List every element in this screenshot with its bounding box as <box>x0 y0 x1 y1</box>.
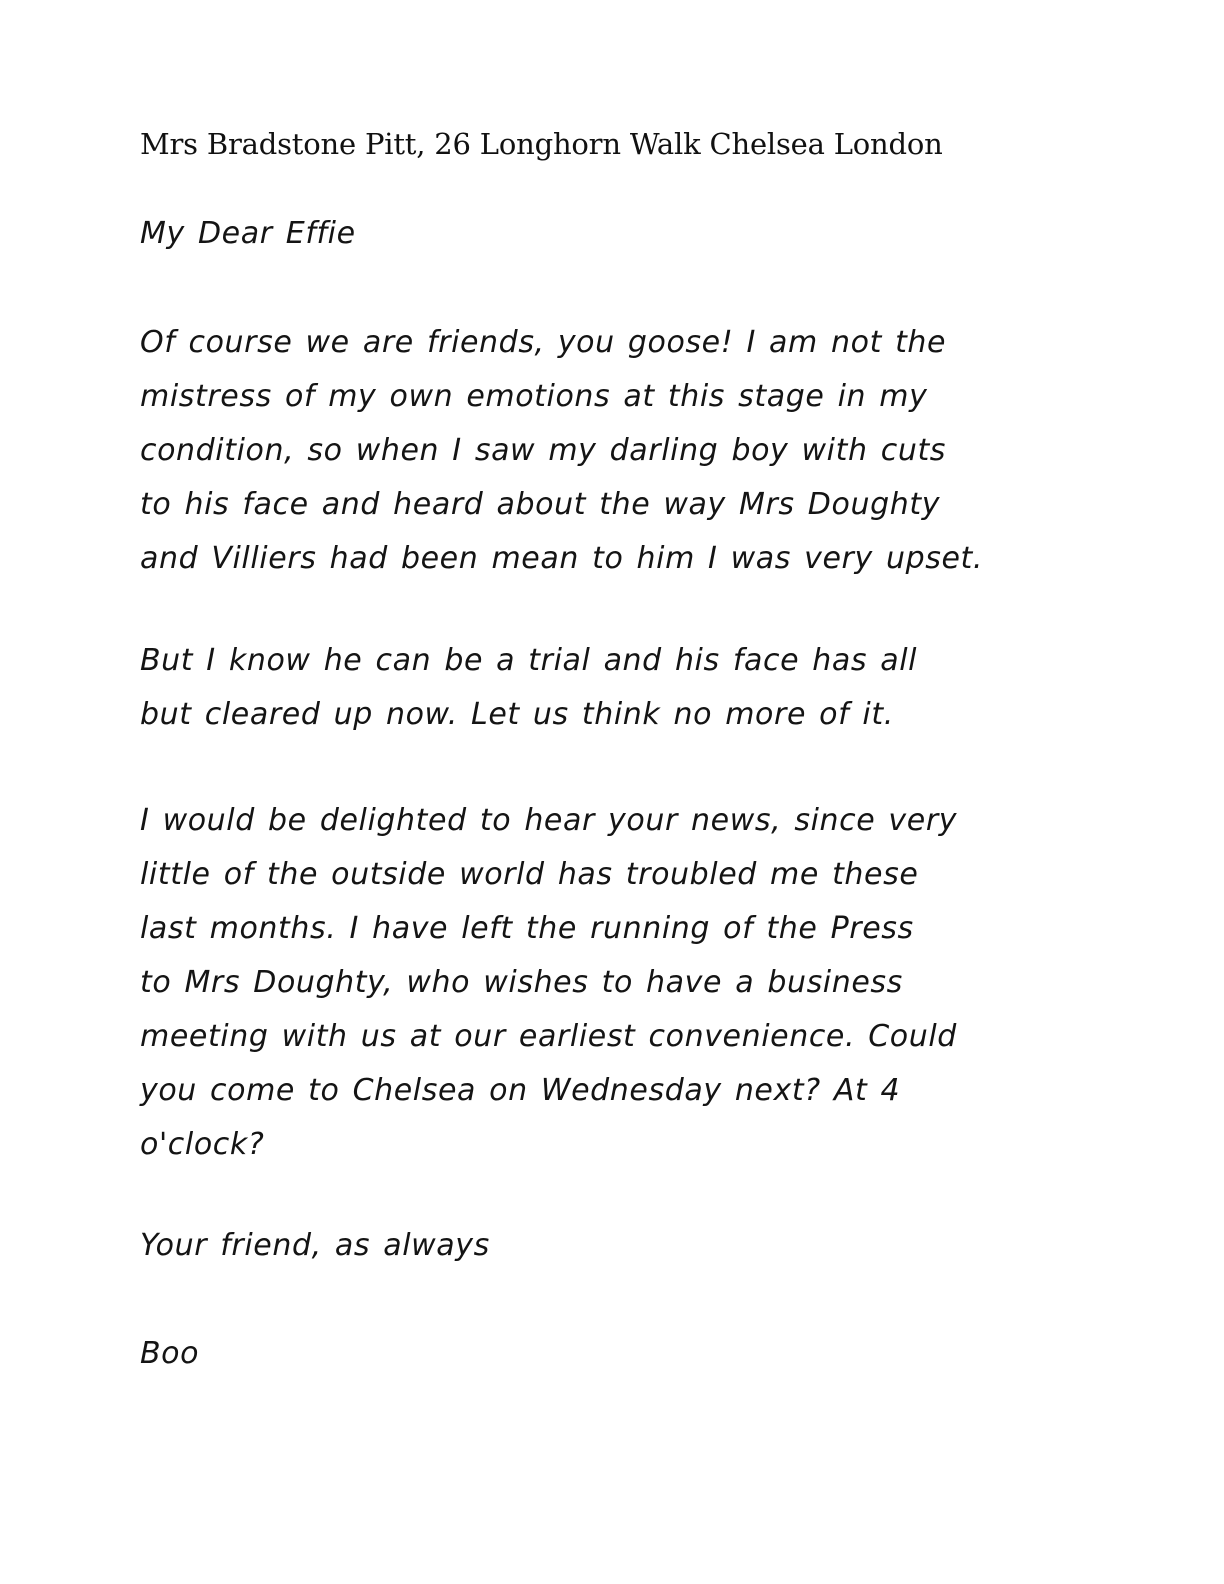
letter-line: and Villiers had been mean to him I was very upset. <box>140 541 984 576</box>
letter-line: condition, so when I saw my darling boy with cuts <box>140 433 947 468</box>
letter-line: mistress of my own emotions at this stage in my <box>140 379 928 414</box>
letter-line: but cleared up now. Let us think no more of it. <box>140 697 894 732</box>
letter-line: But I know he can be a trial and his face has all <box>140 643 918 678</box>
letter-salutation: My Dear Effie <box>140 216 356 251</box>
letter-closing: Your friend, as always <box>140 1228 490 1263</box>
letter-line: last months. I have left the running of the Press <box>140 911 914 946</box>
letter-line: little of the outside world has troubled me these <box>140 857 919 892</box>
letter-line: to his face and heard about the way Mrs Doughty <box>140 487 941 522</box>
letter-line: to Mrs Doughty, who wishes to have a business <box>140 965 903 1000</box>
letter-address: Mrs Bradstone Pitt, 26 Longhorn Walk Chelsea London <box>140 127 943 161</box>
letter-paragraph-3 <box>140 794 1100 1172</box>
letter-line: I would be delighted to hear your news, since very <box>140 803 958 838</box>
letter-signature: Boo <box>140 1336 200 1371</box>
letter-line: Of course we are friends, you goose! I am not the <box>140 325 947 360</box>
letter-line: you come to Chelsea on Wednesday next? At 4 <box>140 1073 901 1108</box>
letter-paragraph-1 <box>140 316 1100 586</box>
letter-line: meeting with us at our earliest convenience. Could <box>140 1019 957 1054</box>
letter-paragraph-2 <box>140 634 1100 742</box>
letter-line: o'clock? <box>140 1127 265 1162</box>
